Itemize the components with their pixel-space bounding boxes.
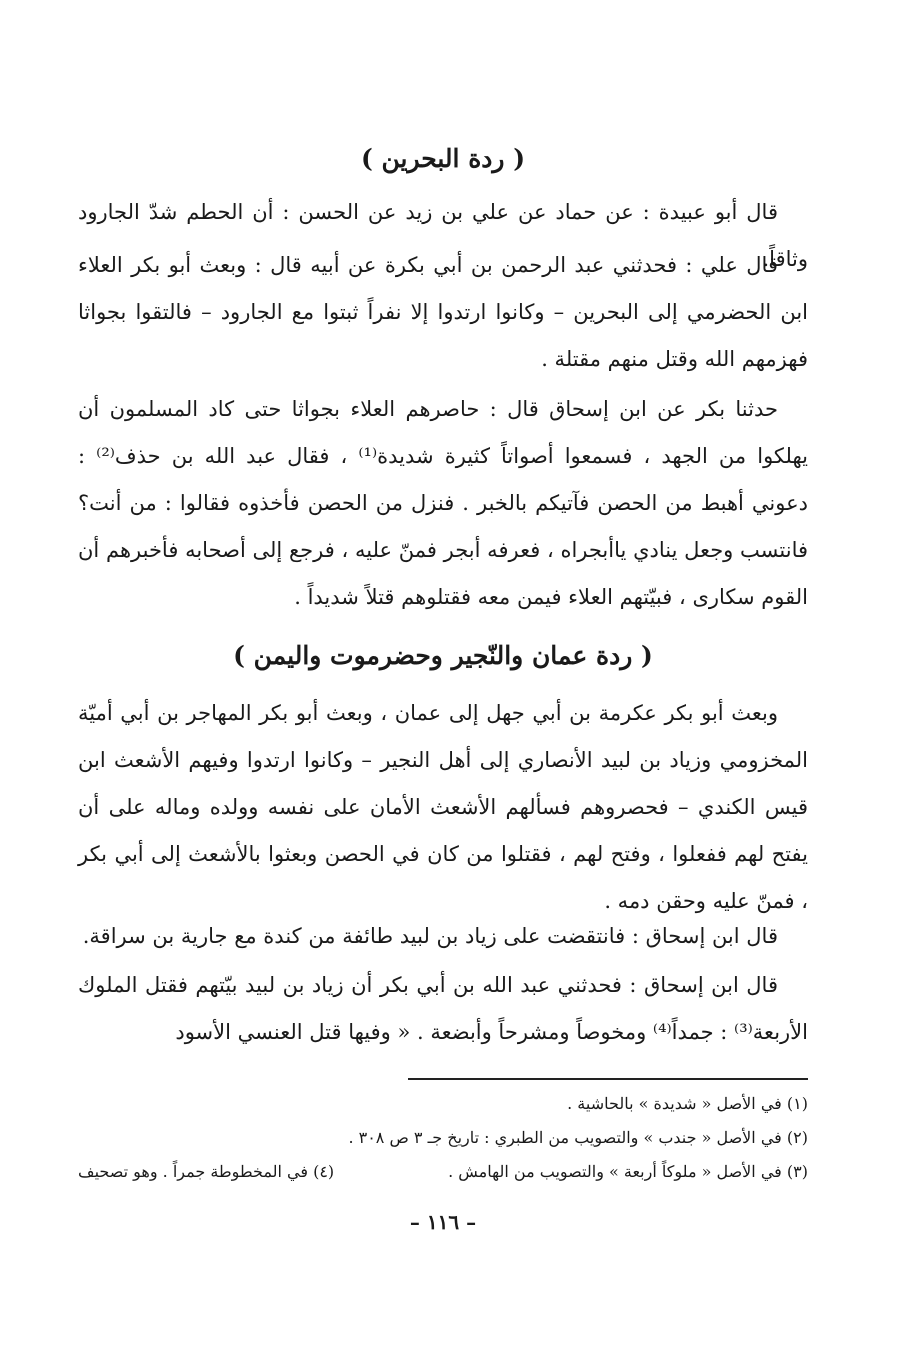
footnote-3: (٣) في الأصل « ملوكاً أربعة » والتصويب من الهامش . xyxy=(448,1162,808,1181)
section-heading-oman: ( ردة عمان والنّجير وحضرموت واليمن ) xyxy=(233,641,653,670)
paragraph-5: قال ابن إسحاق : فانتقضت على زياد بن لبيد طائفة من كندة مع جارية بن سراقة. xyxy=(82,924,778,948)
footnote-1: (١) في الأصل « شديدة » بالحاشية . xyxy=(567,1094,808,1113)
paragraph-4: وبعث أبو بكر عكرمة بن أبي جهل إلى عمان ، وبعث أبو بكر المهاجر بن أبي أميّة المخزومي وزياد بن لبيد الأنصاري إلى أهل النجير – وكانوا ارتدوا وفيهم الأشعث ابن قيس الكندي – فحصروهم فسألهم الأشعث الأمان على نفسه وولده وماله على أن يفتح لهم ففعلوا ، وفتح لهم ، فقتلوا من كان في الحصن وبعثوا بالأشعث إلى أبي بكر ، فمنّ عليه وحقن دمه . xyxy=(78,701,808,913)
section-heading-bahrain: ( ردة البحرين ) xyxy=(360,144,526,173)
document-page xyxy=(78,0,808,1368)
footnote-2: (٢) في الأصل « جندب » والتصويب من الطبري : تاريخ جـ ٣ ص ٣٠٨ . xyxy=(348,1128,808,1147)
page-number: – ١١٦ – xyxy=(409,1210,477,1234)
footnote-divider xyxy=(408,1078,808,1080)
paragraph-1: قال أبو عبيدة : عن حماد عن علي بن زيد عن الحسن : أن الحطم شدّ الجارود وثاقاً. xyxy=(78,200,808,271)
paragraph-6: قال ابن إسحاق : فحدثني عبد الله بن أبي بكر أن زياد بن لبيد بيّتهم فقتل الملوك الأربعة⁽³⁾ : جمداً⁽⁴⁾ ومخوصاً ومشرحاً وأبضعة . « وفيها قتل العنسي الأسود xyxy=(78,973,808,1044)
paragraph-3: حدثنا بكر عن ابن إسحاق قال : حاصرهم العلاء بجواثا حتى كاد المسلمون أن يهلكوا من الجهد ، فسمعوا أصواتاً كثيرة شديدة⁽¹⁾ ، فقال عبد الله بن حذف⁽²⁾ : دعوني أهبط من الحصن فآتيكم بالخبر . فنزل من الحصن فأخذوه فقالوا : من أنت؟ فانتسب وجعل ينادي ياأبجراه ، فعرفه أبجر فمنّ عليه ، فرجع إلى أصحابه فأخبرهم أن القوم سكارى ، فبيّتهم العلاء فيمن معه فقتلوهم قتلاً شديداً . xyxy=(78,397,808,609)
paragraph-2: قال علي : فحدثني عبد الرحمن بن أبي بكرة عن أبيه قال : وبعث أبو بكر العلاء ابن الحضرمي إلى البحرين – وكانوا ارتدوا إلا نفراً ثبتوا مع الجارود – فالتقوا بجواثا فهزمهم الله وقتل منهم مقتلة . xyxy=(78,253,808,371)
footnote-row-3-4 xyxy=(78,1159,808,1185)
footnote-4: (٤) في المخطوطة جمراً . وهو تصحيف xyxy=(78,1162,335,1181)
